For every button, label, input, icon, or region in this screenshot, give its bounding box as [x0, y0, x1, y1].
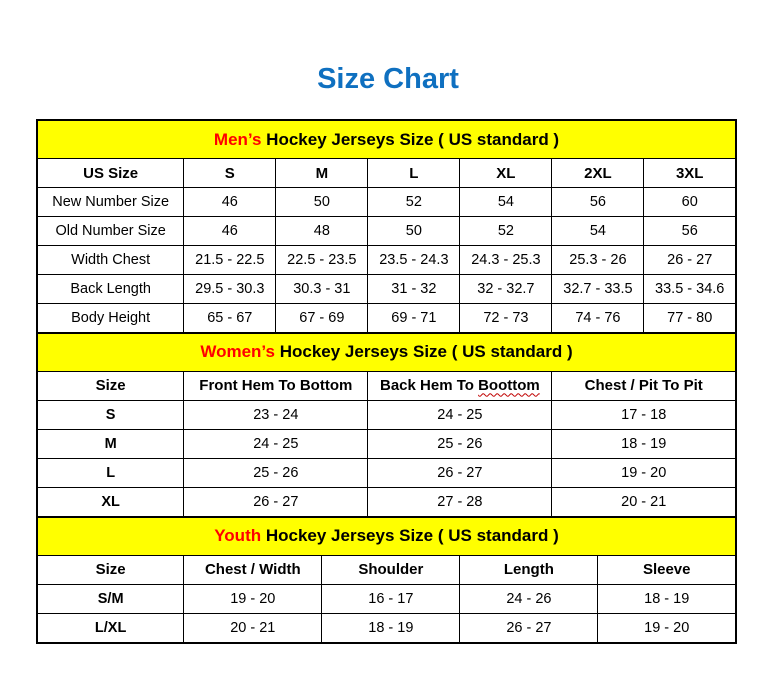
- size-value-cell: 26 - 27: [644, 246, 736, 275]
- size-value-cell: 33.5 - 34.6: [644, 275, 736, 304]
- size-value-cell: 56: [644, 217, 736, 246]
- section-band-highlight: Men’s: [213, 129, 262, 149]
- section-band-highlight: Women’s: [200, 342, 275, 362]
- column-header: US Size: [37, 159, 184, 188]
- size-value-cell: 18 - 19: [598, 584, 736, 613]
- size-value-cell: 46: [184, 217, 276, 246]
- section-band-text: Hockey Jerseys Size ( US standard ): [261, 129, 560, 149]
- size-value-cell: 52: [368, 188, 460, 217]
- column-header: 3XL: [644, 159, 736, 188]
- size-value-cell: 31 - 32: [368, 275, 460, 304]
- column-header: Chest / Pit To Pit: [552, 371, 736, 400]
- header-row: [37, 159, 736, 188]
- size-value-cell: 25 - 26: [184, 458, 368, 487]
- row-label: Old Number Size: [37, 217, 184, 246]
- section-band: [37, 517, 736, 556]
- size-value-cell: 48: [276, 217, 368, 246]
- size-value-cell: 50: [276, 188, 368, 217]
- table-row: [37, 458, 736, 487]
- column-header: Size: [37, 555, 184, 584]
- size-value-cell: 46: [184, 188, 276, 217]
- size-value-cell: 52: [460, 217, 552, 246]
- column-header: XL: [460, 159, 552, 188]
- size-value-cell: 26 - 27: [368, 458, 552, 487]
- table-row: [37, 275, 736, 304]
- size-value-cell: 60: [644, 188, 736, 217]
- size-value-cell: 18 - 19: [322, 613, 460, 643]
- table-row: [37, 217, 736, 246]
- size-value-cell: 18 - 19: [552, 429, 736, 458]
- size-value-cell: 17 - 18: [552, 400, 736, 429]
- table-row: [37, 304, 736, 334]
- column-header: Chest / Width: [184, 555, 322, 584]
- table-row: [37, 487, 736, 517]
- column-header: Shoulder: [322, 555, 460, 584]
- size-value-cell: 67 - 69: [276, 304, 368, 334]
- size-value-cell: 32 - 32.7: [460, 275, 552, 304]
- row-label: S: [37, 400, 184, 429]
- row-label: XL: [37, 487, 184, 517]
- column-header: Sleeve: [598, 555, 736, 584]
- size-value-cell: 24 - 25: [184, 429, 368, 458]
- row-label: New Number Size: [37, 188, 184, 217]
- section-band: [37, 120, 736, 159]
- size-value-cell: 32.7 - 33.5: [552, 275, 644, 304]
- table-row: [37, 246, 736, 275]
- column-header: [368, 371, 552, 400]
- table-row: [37, 613, 736, 643]
- size-value-cell: 69 - 71: [368, 304, 460, 334]
- size-value-cell: 27 - 28: [368, 487, 552, 517]
- section-band: [37, 333, 736, 372]
- table-row: [37, 400, 736, 429]
- column-header: L: [368, 159, 460, 188]
- section-band-row: [37, 120, 736, 159]
- page-title: Size Chart: [317, 63, 459, 95]
- mens-size-table: [36, 119, 737, 334]
- size-value-cell: 23 - 24: [184, 400, 368, 429]
- size-value-cell: 20 - 21: [552, 487, 736, 517]
- size-value-cell: 19 - 20: [598, 613, 736, 643]
- size-value-cell: 20 - 21: [184, 613, 322, 643]
- column-header: Size: [37, 371, 184, 400]
- size-value-cell: 74 - 76: [552, 304, 644, 334]
- row-label: S/M: [37, 584, 184, 613]
- section-band-highlight: Youth: [214, 526, 262, 546]
- size-value-cell: 24 - 25: [368, 400, 552, 429]
- size-value-cell: 29.5 - 30.3: [184, 275, 276, 304]
- size-value-cell: 54: [460, 188, 552, 217]
- size-value-cell: 24.3 - 25.3: [460, 246, 552, 275]
- section-band-row: [37, 333, 736, 372]
- section-band-text: Hockey Jerseys Size ( US standard ): [261, 526, 559, 546]
- size-value-cell: 21.5 - 22.5: [184, 246, 276, 275]
- size-value-cell: 22.5 - 23.5: [276, 246, 368, 275]
- section-band-row: [37, 517, 736, 556]
- youth-size-table: [36, 516, 737, 644]
- size-value-cell: 56: [552, 188, 644, 217]
- row-label: Back Length: [37, 275, 184, 304]
- size-value-cell: 25 - 26: [368, 429, 552, 458]
- column-header: 2XL: [552, 159, 644, 188]
- header-row: [37, 555, 736, 584]
- row-label: M: [37, 429, 184, 458]
- table-row: [37, 584, 736, 613]
- size-value-cell: 26 - 27: [184, 487, 368, 517]
- table-row: [37, 429, 736, 458]
- column-header: Length: [460, 555, 598, 584]
- size-value-cell: 50: [368, 217, 460, 246]
- size-value-cell: 72 - 73: [460, 304, 552, 334]
- size-value-cell: 26 - 27: [460, 613, 598, 643]
- row-label: L: [37, 458, 184, 487]
- size-value-cell: 23.5 - 24.3: [368, 246, 460, 275]
- size-value-cell: 77 - 80: [644, 304, 736, 334]
- size-value-cell: 24 - 26: [460, 584, 598, 613]
- header-text: Back Hem To: [380, 377, 479, 395]
- header-row: [37, 371, 736, 400]
- misspelled-word: Boottom: [478, 377, 540, 395]
- column-header: S: [184, 159, 276, 188]
- column-header: Front Hem To Bottom: [184, 371, 368, 400]
- row-label: L/XL: [37, 613, 184, 643]
- size-value-cell: 16 - 17: [322, 584, 460, 613]
- section-band-text: Hockey Jerseys Size ( US standard ): [274, 342, 573, 362]
- size-value-cell: 25.3 - 26: [552, 246, 644, 275]
- size-value-cell: 30.3 - 31: [276, 275, 368, 304]
- size-tables-container: [0, 119, 776, 644]
- column-header: M: [276, 159, 368, 188]
- size-value-cell: 65 - 67: [184, 304, 276, 334]
- table-row: [37, 188, 736, 217]
- size-value-cell: 19 - 20: [184, 584, 322, 613]
- row-label: Body Height: [37, 304, 184, 334]
- womens-size-table: [36, 332, 737, 518]
- row-label: Width Chest: [37, 246, 184, 275]
- size-value-cell: 19 - 20: [552, 458, 736, 487]
- size-value-cell: 54: [552, 217, 644, 246]
